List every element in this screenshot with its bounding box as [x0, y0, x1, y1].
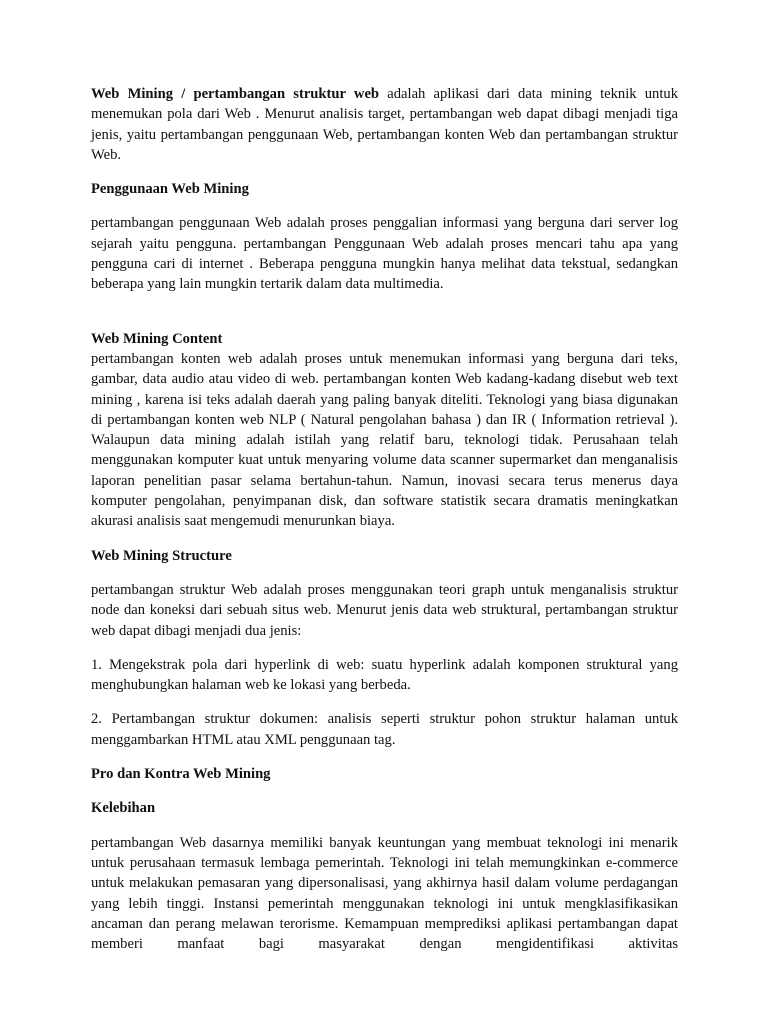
- advantages-heading: Kelebihan: [91, 800, 156, 817]
- structure-list-item: 1. Mengekstrak pola dari hyperlink di web: suatu hyperlink adalah komponen struktural yang menghubungkan halaman web ke lokasi yang berbeda.: [91, 656, 678, 694]
- content-heading: Web Mining Content: [91, 330, 223, 347]
- advantages-paragraph: pertambangan Web dasarnya memiliki banyak keuntungan yang membuat teknologi ini menarik untuk perusahaan termasuk lembaga pemerintah. Teknologi ini telah memungkinkan e-commerce untuk melakukan pemasaran yang dipersonalisasi, yang akhirnya hasil dalam volume perdagangan yang lebih tinggi. Instansi pemerintah menggunakan teknologi ini untuk mengklasifikasikan ancaman dan perang melawan terorisme. Kemampuan memprediksi aplikasi pertambangan dapat memberi manfaat bagi masyarakat dengan mengidentifikasi aktivitas: [91, 834, 678, 953]
- usage-paragraph: pertambangan penggunaan Web adalah proses penggalian informasi yang berguna dari server log sejarah yaitu pengguna. pertambangan Penggunaan Web adalah proses mencari tahu apa yang pengguna cari di internet . Beberapa pengguna mungkin hanya melihat data tekstual, sedangkan beberapa yang lain mungkin tertarik dalam data multimedia.: [91, 215, 678, 293]
- structure-list-item: 2. Pertambangan struktur dokumen: analisis seperti struktur pohon struktur halaman untuk menggambarkan HTML atau XML penggunaan tag.: [91, 711, 678, 748]
- intro-text: adalah aplikasi dari data mining teknik untuk menemukan pola dari Web . Menurut analisis target, pertambangan web dapat dibagi menjadi tiga jenis, yaitu pertambangan penggunaan Web, pertambangan konten Web dan pertambangan struktur Web.: [91, 86, 679, 163]
- usage-heading: Penggunaan Web Mining: [91, 181, 249, 198]
- intro-lead-term: Web Mining / pertambangan struktur web: [91, 86, 380, 102]
- structure-heading: Web Mining Structure: [91, 547, 232, 564]
- document-page: [91, 84, 678, 968]
- intro-paragraph: [91, 84, 678, 165]
- pros-cons-heading: Pro dan Kontra Web Mining: [91, 766, 271, 783]
- structure-paragraph: pertambangan struktur Web adalah proses menggunakan teori graph untuk menganalisis struktur node dan koneksi dari sebuah situs web. Menurut jenis data web struktural, pertambangan struktur web dapat dibagi menjadi dua jenis:: [91, 581, 678, 639]
- content-paragraph: pertambangan konten web adalah proses untuk menemukan informasi yang berguna dari teks, gambar, data audio atau video di web. pertambangan konten Web kadang-kadang disebut web text mining , karena isi teks adalah daerah yang paling banyak diteliti. Teknologi yang biasa digunakan di pertambangan konten web NLP ( Natural pengolahan bahasa ) dan IR ( Information retrieval ). Walaupun data mining adalah istilah yang relatif baru, teknologi tidak. Perusahaan telah menggunakan komputer kuat untuk menyaring volume data scanner supermarket dan menganalisis laporan penelitian pasar selama bertahun-tahun. Namun, inovasi secara terus menerus daya komputer pengolahan, penyimpanan disk, dan software statistik secara dramatis meningkatkan akurasi analisis saat mengemudi menurunkan biaya.: [91, 350, 678, 530]
